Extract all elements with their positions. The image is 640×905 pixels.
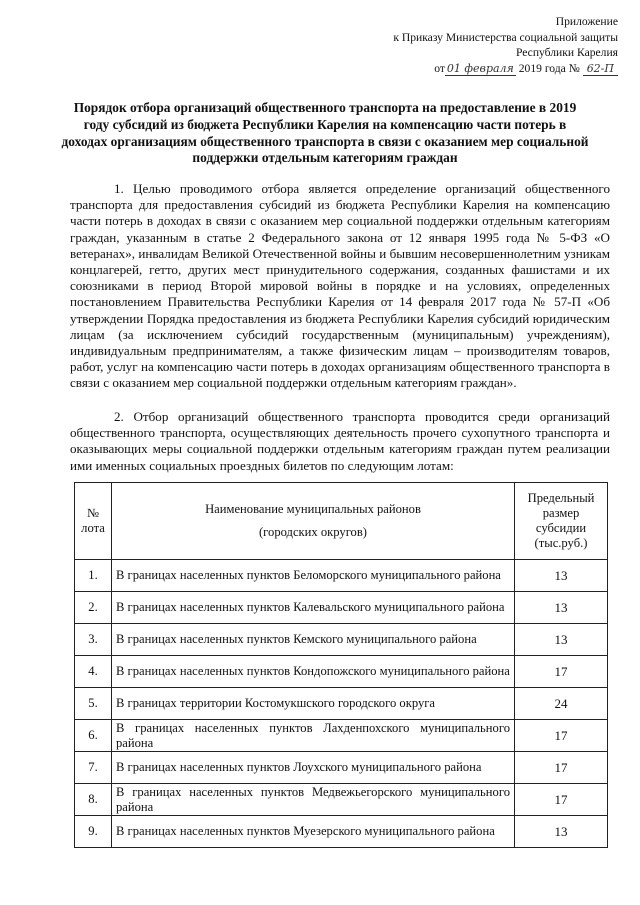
lot-number: 3. — [75, 624, 112, 656]
paragraph-2: 2. Отбор организаций общественного транспорта проводится среди организаций общественного транспорта, осуществляющих деятельность прочего сухопутного транспорта и оказывающих меры социальной поддержки отдельным категориям граждан путем реализации ими именных социальных проездных билетов по следующим лотам: — [70, 409, 610, 473]
table-row — [75, 656, 608, 688]
order-number: 62-П — [583, 62, 618, 76]
lot-number: 2. — [75, 592, 112, 624]
header-district-name — [112, 483, 515, 560]
lot-number: 4. — [75, 656, 112, 688]
header-limit-line2: размер — [542, 506, 580, 520]
lot-district: В границах населенных пунктов Лахденпохского муниципального района — [112, 720, 515, 752]
table-row — [75, 752, 608, 784]
lot-district: В границах населенных пунктов Калевальского муниципального района — [112, 592, 515, 624]
header-num-line1: № — [86, 506, 100, 520]
header-lot-number — [75, 483, 112, 560]
paragraph-1: 1. Целью проводимого отбора является определение организаций общественного транспорта для предоставления субсидий из бюджета Республики Карелия на компенсацию части потерь в доходах в связи с оказанием мер социальной поддержки отдельным категориям граждан, указанным в статье 2 Федерального закона от 12 января 1995 года № 5-ФЗ «О ветеранах», инвалидам Великой Отечественной войны и бывшим несовершеннолетним узникам концлагерей, гетто, других мест принудительного содержания, созданных фашистами и их союзниками в период Второй мировой войны в порядке и на условиях, определенных постановлением Правительства Республики Карелия от 14 февраля 2017 года № 57-П «Об утверждении Порядка предоставления из бюджета Республики Карелия субсидий юридическим лицам (за исключением субсидий государственным (муниципальным) учреждениям), индивидуальным предпринимателям, а также физическим лицам – производителям товаров, работ, услуг на компенсацию части потерь в доходах организациям общественного транспорта в связи с оказанием мер социальной поддержки отдельным категориям граждан». — [70, 181, 610, 391]
lot-limit: 13 — [515, 816, 608, 848]
lot-district: В границах населенных пунктов Кондопожского муниципального района — [112, 656, 515, 688]
date-year: 2019 года № — [518, 61, 580, 75]
table-row — [75, 624, 608, 656]
lot-limit: 17 — [515, 784, 608, 816]
lot-limit: 13 — [515, 592, 608, 624]
lot-limit: 17 — [515, 720, 608, 752]
date-month: февраля — [464, 61, 514, 75]
lot-limit: 13 — [515, 560, 608, 592]
lot-district: В границах населенных пунктов Кемского муниципального района — [112, 624, 515, 656]
header-limit-line3: субсидии — [535, 521, 587, 535]
lot-district: В границах территории Костомукшского городского округа — [112, 688, 515, 720]
lot-limit: 24 — [515, 688, 608, 720]
lot-limit: 13 — [515, 624, 608, 656]
handwritten-date — [445, 62, 516, 76]
lot-district: В границах населенных пунктов Лоухского муниципального района — [112, 752, 515, 784]
header-subsidy-limit — [515, 483, 608, 560]
lot-district: В границах населенных пунктов Медвежьегорского муниципального района — [112, 784, 515, 816]
header-name-line2: (городских округов) — [258, 525, 367, 539]
header-limit-line4: (тыс.руб.) — [534, 536, 588, 550]
lot-number: 6. — [75, 720, 112, 752]
table-row — [75, 560, 608, 592]
table-row — [75, 784, 608, 816]
date-prefix: от — [434, 61, 445, 75]
lot-number: 5. — [75, 688, 112, 720]
table-row — [75, 720, 608, 752]
lot-district: В границах населенных пунктов Беломорского муниципального района — [112, 560, 515, 592]
table-header-row — [75, 483, 608, 560]
order-date-line — [393, 61, 618, 77]
lot-number: 1. — [75, 560, 112, 592]
document-title: Порядок отбора организаций общественного транспорта на предоставление в 2019 году субсидий из бюджета Республики Карелия на компенсацию части потерь в доходах организациям общественного транспорта в связи с оказанием мер социальной поддержки отдельным категориям граждан — [61, 100, 589, 166]
lot-number: 7. — [75, 752, 112, 784]
appendix-label: Приложение — [555, 15, 618, 28]
table-row — [75, 816, 608, 848]
order-reference: к Приказу Министерства социальной защиты — [393, 30, 618, 44]
appendix-header — [393, 14, 618, 76]
lot-number: 8. — [75, 784, 112, 816]
header-limit-line1: Предельный — [527, 491, 595, 505]
header-name-line1: Наименование муниципальных районов — [205, 502, 421, 516]
lot-limit: 17 — [515, 752, 608, 784]
lots-table — [74, 482, 608, 848]
lot-district: В границах населенных пунктов Муезерского муниципального района — [112, 816, 515, 848]
table-row — [75, 688, 608, 720]
republic-name: Республики Карелия — [515, 46, 618, 59]
lot-limit: 17 — [515, 656, 608, 688]
header-num-line2: лота — [81, 521, 105, 535]
date-day: 01 — [446, 61, 461, 75]
table-row — [75, 592, 608, 624]
lot-number: 9. — [75, 816, 112, 848]
